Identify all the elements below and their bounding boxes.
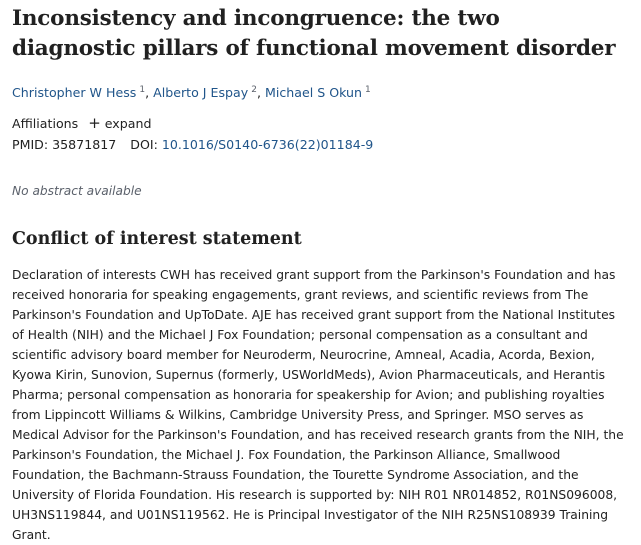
affiliations-expand-toggle[interactable] <box>88 115 151 132</box>
author-link[interactable]: Christopher W Hess <box>12 85 137 101</box>
author-affiliation-ref[interactable]: 1 <box>139 85 146 95</box>
affiliations-row <box>12 115 629 132</box>
pmid-label: PMID: <box>12 137 49 153</box>
author-link[interactable]: Alberto J Espay <box>153 85 249 101</box>
expand-label: expand <box>104 116 152 132</box>
plus-icon: + <box>88 114 101 133</box>
no-abstract-notice: No abstract available <box>12 184 142 199</box>
pmid-value: 35871817 <box>52 137 117 153</box>
article-title: Inconsistency and incongruence: the two diagnostic pillars of functional movement disorder <box>12 6 616 61</box>
coi-statement: Declaration of interests CWH has received grant support from the Parkinson's Foundation and has received honoraria for speaking engagements, grant reviews, and scientific reviews from The Parkinson's Foundation and UpToDate. AJE has received grant support from the National Institutes of Health (NIH) and the Michael J Fox Foundation; personal compensation as a consultant and scientific advisory board member for Neuroderm, Neurocrine, Amneal, Acadia, Acorda, Bexion, Kyowa Kirin, Sunovion, Supernus (formerly, USWorldMeds), Avion Pharmaceuticals, and Herantis Pharma; personal compensation as honoraria for speakership for Avion; and publishing royalties from Lippincott Williams & Wilkins, Cambridge University Press, and Springer. MSO serves as Medical Advisor for the Parkinson's Foundation, and has received research grants from the NIH, the Parkinson's Foundation, the Michael J. Fox Foundation, the Parkinson Alliance, Smallwood Foundation, the Bachmann-Strauss Foundation, the Tourette Syndrome Association, and the University of Florida Foundation. His research is supported by: NIH R01 NR014852, R01NS096008, UH3NS119844, and U01NS119562. He is Principal Investigator of the NIH R25NS108939 Training Grant. <box>12 267 624 542</box>
author-list: Christopher W Hess $^1$, Alberto J Espay $^2$, Michael S Okun $^1$ <box>12 85 371 101</box>
author-link[interactable]: Michael S Okun <box>264 85 362 101</box>
doi-label: DOI: <box>130 137 158 153</box>
author-affiliation-ref[interactable]: 2 <box>251 85 257 95</box>
doi-link[interactable]: 10.1016/S0140-6736(22)01184-9 <box>161 137 374 153</box>
coi-heading: Conflict of interest statement <box>12 229 302 250</box>
affiliations-label: Affiliations <box>12 116 79 132</box>
article-identifiers <box>12 136 629 153</box>
author-affiliation-ref[interactable]: 1 <box>364 85 371 95</box>
